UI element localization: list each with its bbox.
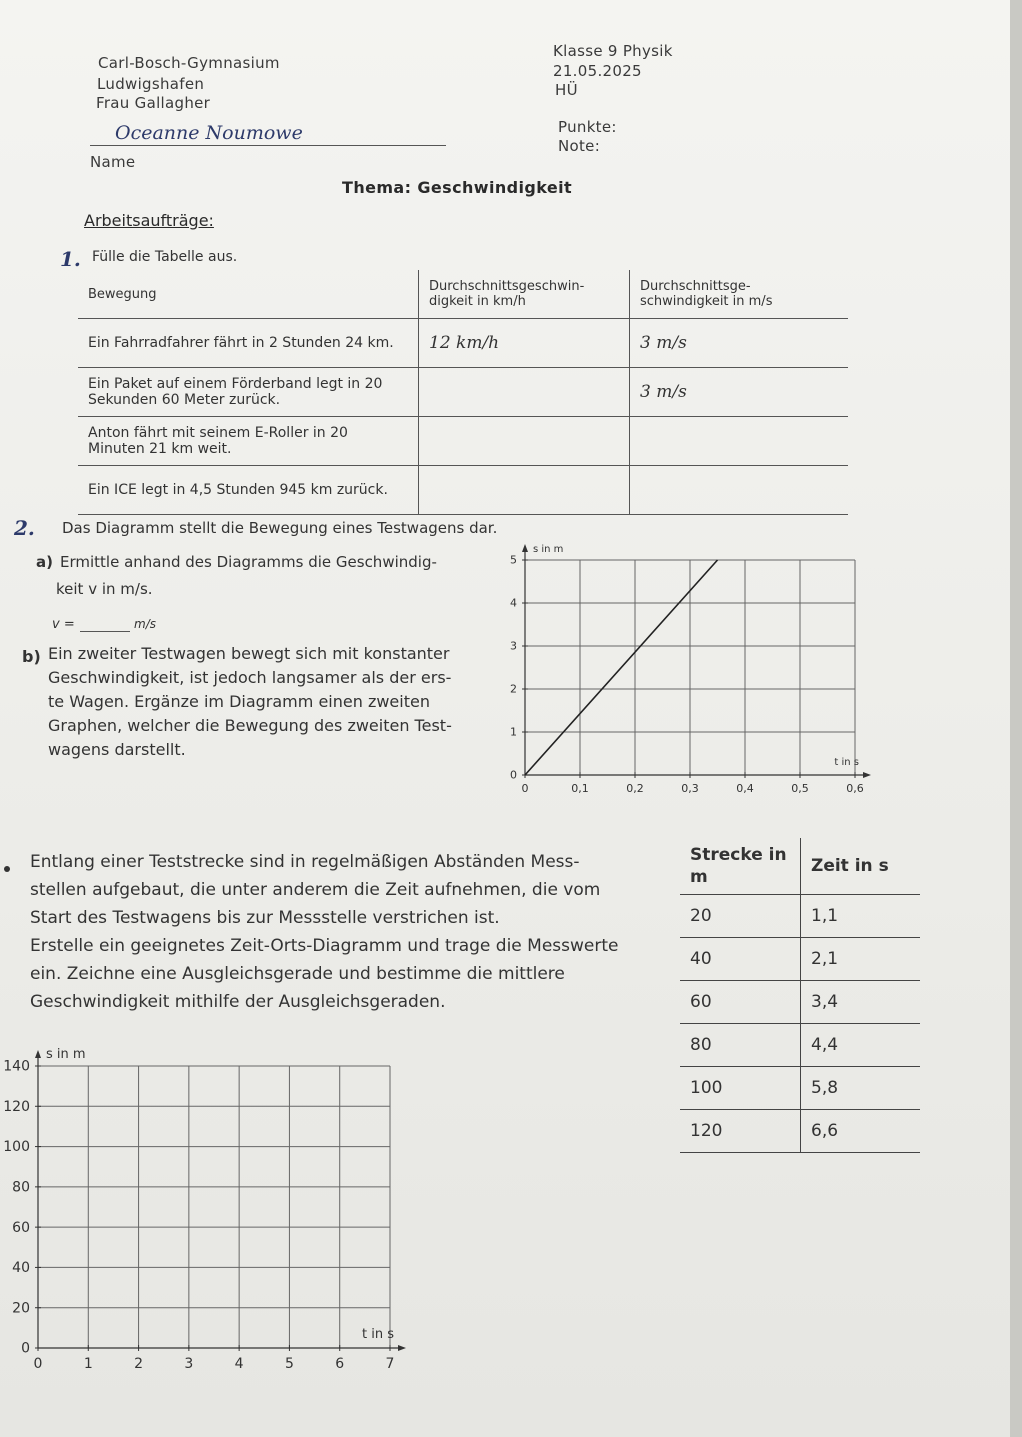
task2-number: 2.	[14, 516, 35, 540]
header-distance: Strecke in m	[680, 838, 801, 895]
x-tick-label: 5	[284, 1356, 294, 1372]
task2a-label: a)	[36, 553, 53, 571]
task2b-text	[48, 642, 452, 762]
time-cell: 1,1	[801, 895, 921, 938]
teacher-name: Frau Gallagher	[96, 94, 211, 112]
table-row	[680, 981, 920, 1024]
row-ms-answer[interactable]: 3 m/s	[630, 319, 849, 368]
velocity-label: v =	[52, 617, 75, 632]
velocity-unit: m/s	[134, 617, 156, 631]
x-tick-label: 0,1	[571, 782, 589, 795]
task2b-line: Graphen, welcher die Bewegung des zweiten Test-	[48, 716, 452, 735]
y-tick-label: 4	[510, 596, 517, 610]
name-label: Name	[90, 153, 136, 171]
table-row	[78, 466, 848, 515]
row-kmh-answer[interactable]	[419, 466, 630, 515]
y-axis-label: s in m	[46, 1047, 86, 1062]
y-axis-arrow	[522, 544, 528, 552]
distance-cell: 100	[680, 1067, 801, 1110]
test-type: HÜ	[555, 81, 578, 99]
task3-text	[30, 848, 618, 1016]
task2b-label: b)	[22, 647, 41, 666]
header-time: Zeit in s	[801, 838, 921, 895]
topic-title: Thema: Geschwindigkeit	[342, 178, 573, 197]
y-tick-label: 100	[3, 1139, 30, 1156]
x-tick-label: 0,6	[846, 782, 864, 795]
y-tick-label: 20	[12, 1300, 30, 1317]
table-row	[78, 368, 848, 417]
task2b-line: wagens darstellt.	[48, 740, 186, 759]
header-movement: Bewegung	[78, 270, 419, 319]
row-ms-answer[interactable]	[630, 466, 849, 515]
y-tick-label: 140	[3, 1058, 30, 1075]
row-movement: Anton fährt mit seinem E-Roller in 20 Minuten 21 km weit.	[78, 417, 419, 466]
x-axis-label: t in s	[834, 757, 859, 768]
y-tick-label: 120	[3, 1098, 30, 1115]
x-tick-label: 7	[385, 1356, 395, 1372]
row-kmh-answer[interactable]	[419, 368, 630, 417]
grade-label: Note:	[558, 137, 601, 155]
points-label: Punkte:	[558, 118, 617, 136]
task3-line: Entlang einer Teststrecke sind in regelmäßigen Abständen Mess-	[30, 852, 580, 872]
row-kmh-answer[interactable]: 12 km/h	[419, 319, 630, 368]
row-movement: Ein ICE legt in 4,5 Stunden 945 km zurück.	[78, 466, 419, 515]
x-axis-arrow	[863, 772, 871, 778]
x-tick-label: 0,4	[736, 782, 754, 795]
y-tick-label: 1	[510, 725, 517, 739]
x-tick-label: 3	[184, 1356, 194, 1372]
velocity-answer-line[interactable]	[80, 631, 130, 632]
distance-cell: 60	[680, 981, 801, 1024]
row-movement: Ein Fahrradfahrer fährt in 2 Stunden 24 km.	[78, 319, 419, 368]
x-tick-label: 0,5	[791, 782, 809, 795]
row-kmh-answer[interactable]	[419, 417, 630, 466]
x-tick-label: 0,2	[626, 782, 644, 795]
table-row	[680, 895, 920, 938]
table-row	[78, 417, 848, 466]
table-row	[680, 938, 920, 981]
y-axis-arrow	[35, 1050, 41, 1058]
speed-table	[78, 270, 848, 515]
time-cell: 6,6	[801, 1110, 921, 1153]
x-axis-arrow	[398, 1345, 406, 1351]
task2b-line: Geschwindigkeit, ist jedoch langsamer als der ers-	[48, 668, 452, 687]
x-tick-label: 0,3	[681, 782, 699, 795]
x-tick-label: 0	[521, 782, 529, 795]
x-tick-label: 4	[234, 1356, 244, 1372]
y-tick-label: 2	[510, 682, 517, 696]
task2b-line: te Wagen. Ergänze im Diagramm einen zweiten	[48, 692, 430, 711]
task3-line: Geschwindigkeit mithilfe der Ausgleichsgeraden.	[30, 992, 446, 1012]
y-tick-label: 0	[21, 1340, 30, 1357]
distance-cell: 20	[680, 895, 801, 938]
x-axis-label: t in s	[362, 1327, 394, 1342]
measurement-table	[680, 838, 920, 1153]
task1-number: 1.	[60, 247, 81, 271]
class-label: Klasse 9 Physik	[553, 42, 673, 60]
x-tick-label: 1	[83, 1356, 93, 1372]
x-tick-label: 2	[134, 1356, 144, 1372]
distance-cell: 80	[680, 1024, 801, 1067]
header-kmh: Durchschnittsgeschwin-digkeit in km/h	[419, 270, 630, 319]
chart-empty-distance-time[interactable]	[0, 1040, 420, 1390]
table-row	[680, 1024, 920, 1067]
time-cell: 2,1	[801, 938, 921, 981]
task2a-text-2: keit v in m/s.	[56, 580, 153, 598]
y-axis-label: s in m	[533, 544, 564, 555]
y-tick-label: 80	[12, 1179, 30, 1196]
name-line	[90, 145, 446, 146]
distance-cell: 120	[680, 1110, 801, 1153]
task3-bullet	[4, 866, 10, 872]
distance-cell: 40	[680, 938, 801, 981]
table-row	[78, 319, 848, 368]
row-movement: Ein Paket auf einem Förderband legt in 20 Sekunden 60 Meter zurück.	[78, 368, 419, 417]
y-tick-label: 5	[510, 553, 517, 567]
task3-line: Erstelle ein geeignetes Zeit-Orts-Diagramm und trage die Messwerte	[30, 936, 619, 956]
y-tick-label: 3	[510, 639, 517, 653]
speed-table-header	[78, 270, 848, 319]
time-cell: 5,8	[801, 1067, 921, 1110]
time-cell: 4,4	[801, 1024, 921, 1067]
school-city: Ludwigshafen	[97, 75, 205, 93]
date-label: 21.05.2025	[553, 62, 642, 80]
y-tick-label: 60	[12, 1219, 30, 1236]
row-ms-answer[interactable]: 3 m/s	[630, 368, 849, 417]
series-line	[525, 560, 718, 775]
tasks-heading: Arbeitsaufträge:	[84, 211, 214, 230]
student-name-handwritten: Oceanne Noumowe	[115, 122, 303, 144]
task3-line: ein. Zeichne eine Ausgleichsgerade und bestimme die mittlere	[30, 964, 565, 984]
task2b-line: Ein zweiter Testwagen bewegt sich mit konstanter	[48, 644, 450, 663]
y-tick-label: 40	[12, 1260, 30, 1277]
table-row	[680, 1067, 920, 1110]
task3-line: Start des Testwagens bis zur Messstelle verstrichen ist.	[30, 908, 500, 928]
time-cell: 3,4	[801, 981, 921, 1024]
measurement-table-header	[680, 838, 920, 895]
table-row	[680, 1110, 920, 1153]
x-tick-label: 6	[335, 1356, 345, 1372]
row-ms-answer[interactable]	[630, 417, 849, 466]
y-tick-label: 0	[510, 768, 517, 782]
task2-intro: Das Diagramm stellt die Bewegung eines Testwagens dar.	[62, 519, 498, 537]
header-ms: Durchschnittsge-schwindigkeit in m/s	[630, 270, 849, 319]
chart-testwagen[interactable]	[495, 535, 895, 800]
school-name: Carl-Bosch-Gymnasium	[98, 54, 280, 72]
task2a-text-1: Ermittle anhand des Diagramms die Geschwindig-	[60, 553, 437, 571]
task3-line: stellen aufgebaut, die unter anderem die Zeit aufnehmen, die vom	[30, 880, 601, 900]
task1-instruction: Fülle die Tabelle aus.	[92, 249, 238, 265]
x-tick-label: 0	[33, 1356, 43, 1372]
